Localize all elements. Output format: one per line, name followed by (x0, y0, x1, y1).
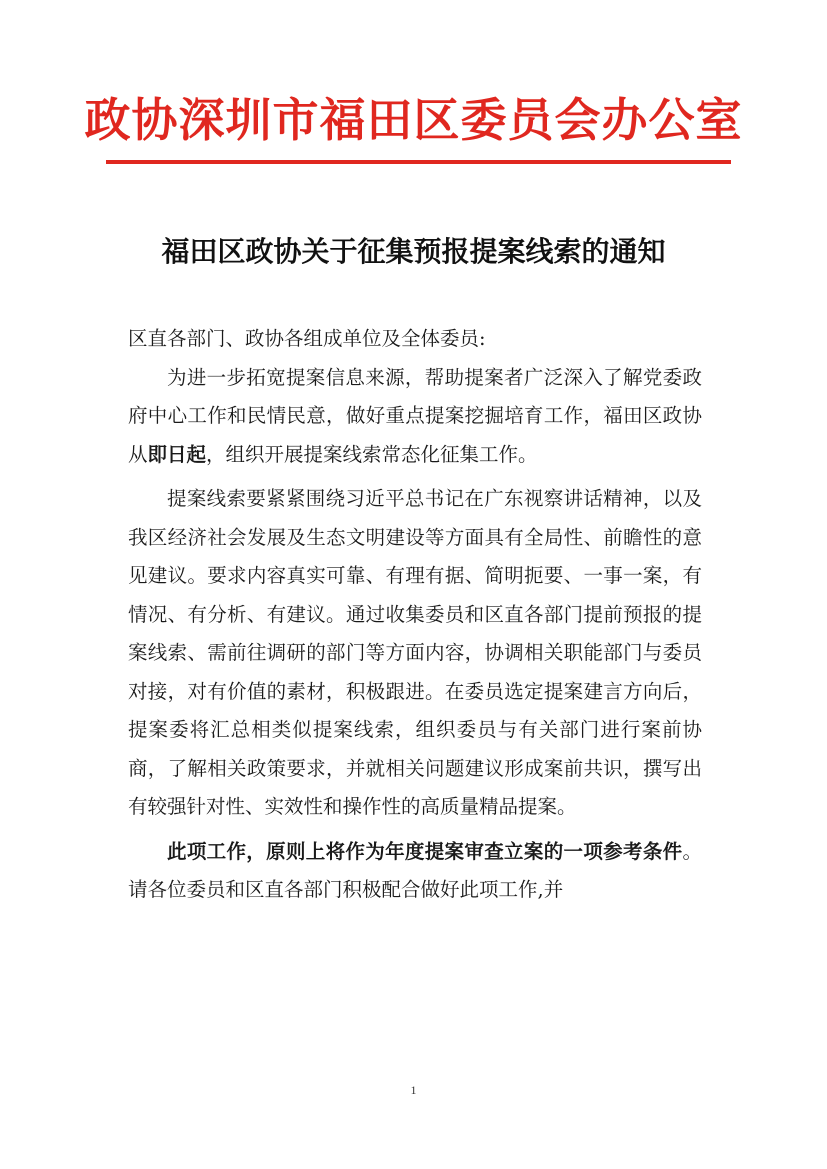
letterhead-org-name: 政协深圳市福田区委员会办公室 (84, 93, 743, 147)
letterhead-red-rule (106, 160, 731, 164)
paragraph-1-text-a: 为进一步拓宽提案信息来源，帮助提案者广泛深入了解党委政府中心工作和民情民意，做好重点提案挖掘培育工作，福田区政协从 (128, 365, 702, 466)
paragraph-1-text-b: ，组织开展提案线索常态化征集工作。 (206, 442, 538, 466)
paragraph-3-emphasis: 此项工作，原则上将作为年度提案审查立案的一项参考条件 (167, 839, 683, 863)
salutation: 区直各部门、政协各组成单位及全体委员: (128, 327, 486, 350)
paragraph-2: 提案线索要紧紧围绕习近平总书记在广东视察讲话精神，以及我区经济社会发展及生态文明建设等方面具有全局性、前瞻性的意见建议。要求内容真实可靠、有理有据、简明扼要、一事一案，有情况、有分析、有建议。通过收集委员和区直各部门提前预报的提案线索、需前往调研的部门等方面内容，协调相关职能部门与委员对接，对有价值的素材，积极跟进。在委员选定提案建言方向后，提案委将汇总相类似提案线索，组织委员与有关部门进行案前协商，了解相关政策要求，并就相关问题建议形成案前共识，撰写出有较强针对性、实效性和操作性的高质量精品提案。 (128, 487, 702, 818)
document-title: 福田区政协关于征集预报提案线索的通知 (161, 235, 666, 268)
paragraph-3 (128, 833, 702, 910)
document-body (128, 320, 702, 910)
paragraph-1-emphasis: 即日起 (147, 442, 207, 466)
paragraph-3-text: 。请各位委员和区直各部门积极配合做好此项工作,并 (128, 839, 702, 901)
page-number: 1 (410, 1083, 417, 1097)
paragraph-1 (128, 359, 702, 475)
